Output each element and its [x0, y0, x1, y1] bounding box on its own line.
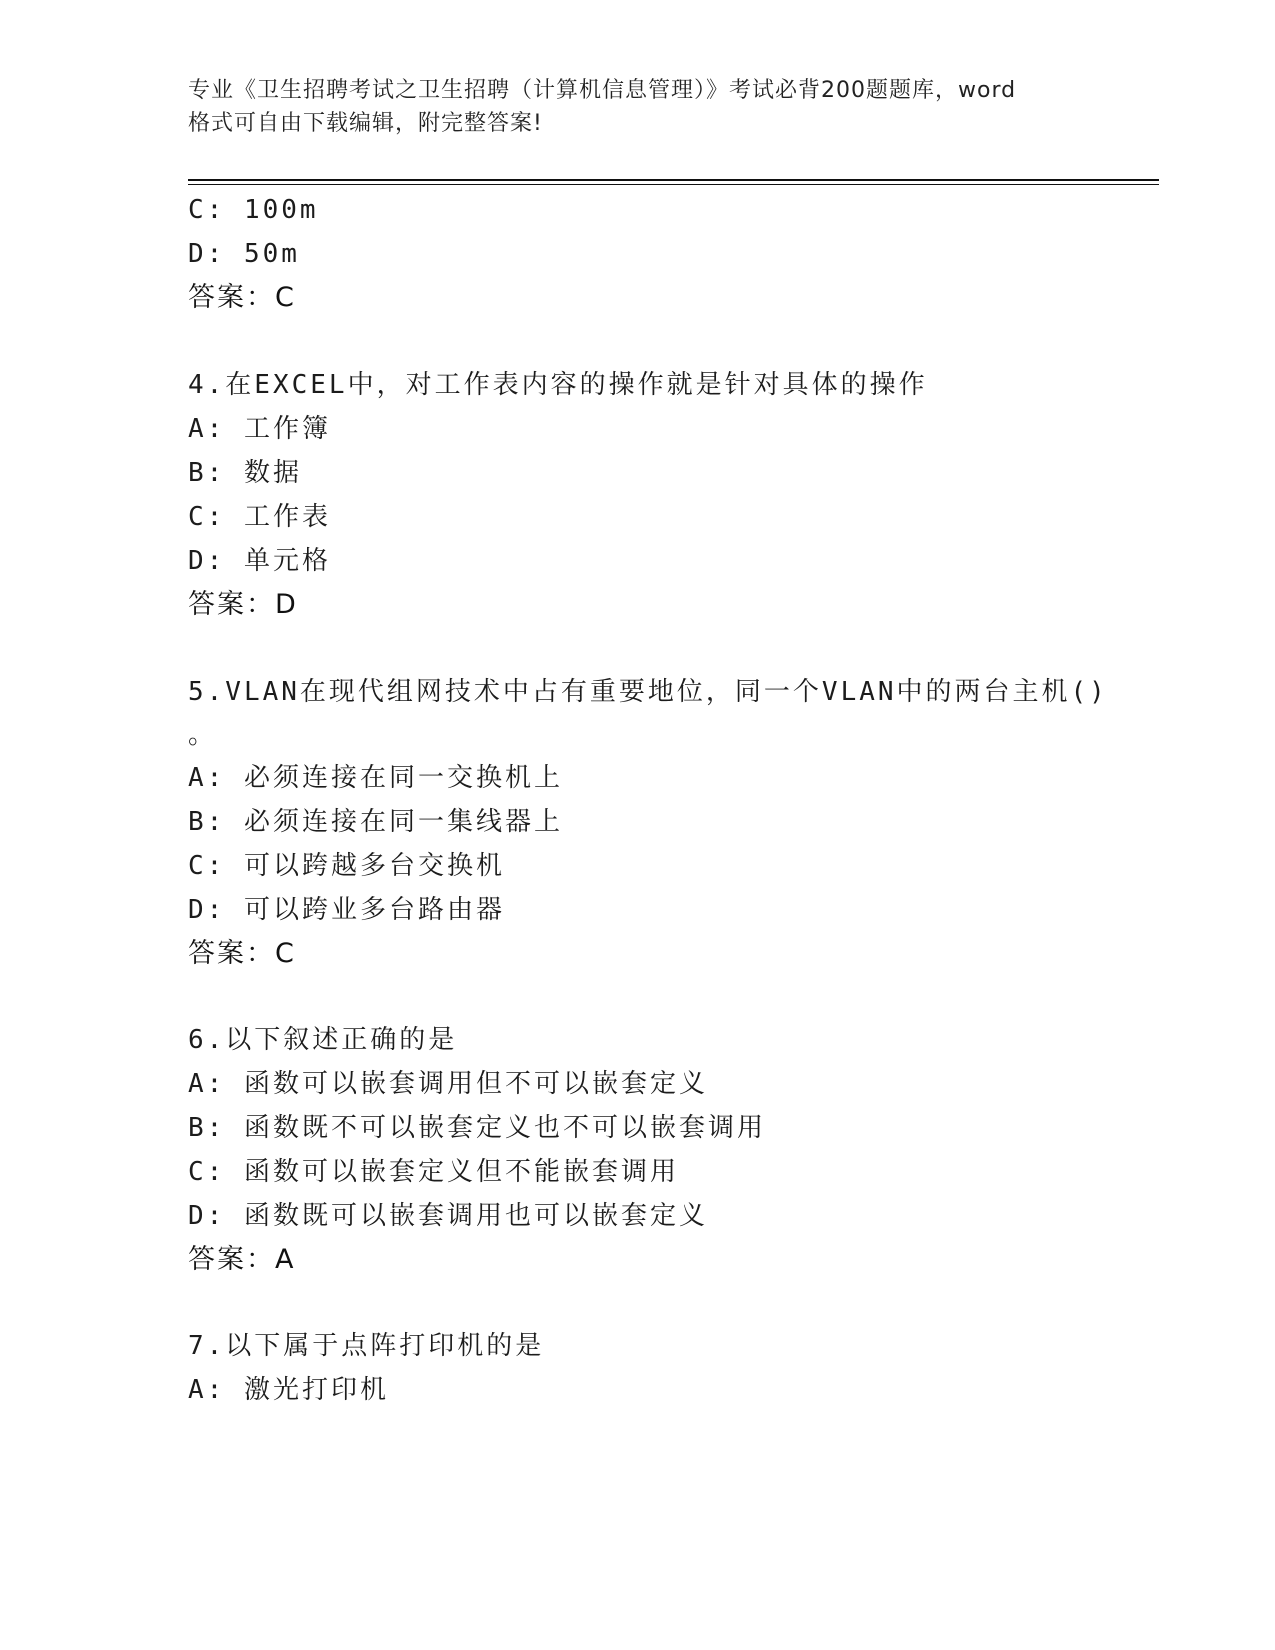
q6-option-b: B: 函数既不可以嵌套定义也不可以嵌套调用	[188, 1113, 766, 1143]
q5-option-a: A: 必须连接在同一交换机上	[188, 763, 563, 793]
q4-stem: 4.在EXCEL中，对工作表内容的操作就是针对具体的操作	[188, 370, 928, 400]
q4-option-d: D: 单元格	[188, 546, 331, 576]
prev-option-d: D: 50m	[188, 239, 300, 269]
q5-stem-line-2: 。	[188, 720, 218, 750]
q6-option-c: C: 函数可以嵌套定义但不能嵌套调用	[188, 1157, 679, 1187]
q5-answer: 答案：C	[188, 938, 296, 969]
q6-option-d: D: 函数既可以嵌套调用也可以嵌套定义	[188, 1201, 708, 1231]
q7-option-a: A: 激光打印机	[188, 1375, 389, 1405]
document-header	[188, 74, 1088, 140]
header-divider-thick	[188, 179, 1159, 181]
header-line-2: 格式可自由下载编辑，附完整答案!	[188, 111, 543, 136]
q4-answer: 答案：D	[188, 589, 298, 620]
q5-option-c: C: 可以跨越多台交换机	[188, 851, 505, 881]
q7-stem: 7.以下属于点阵打印机的是	[188, 1331, 545, 1361]
q6-stem: 6.以下叙述正确的是	[188, 1025, 458, 1055]
prev-option-c: C: 100m	[188, 195, 319, 225]
q4-option-b: B: 数据	[188, 458, 302, 488]
q5-option-b: B: 必须连接在同一集线器上	[188, 807, 563, 837]
q4-option-a: A: 工作簿	[188, 414, 331, 444]
header-divider-thin	[188, 184, 1159, 185]
q5-stem-line-1: 5.VLAN在现代组网技术中占有重要地位，同一个VLAN中的两台主机()	[188, 677, 1108, 707]
q4-option-c: C: 工作表	[188, 502, 331, 532]
header-line-1: 专业《卫生招聘考试之卫生招聘（计算机信息管理）》考试必背200题题库，word	[188, 78, 1017, 103]
prev-answer: 答案：C	[188, 282, 296, 313]
q5-option-d: D: 可以跨业多台路由器	[188, 895, 505, 925]
q6-option-a: A: 函数可以嵌套调用但不可以嵌套定义	[188, 1069, 708, 1099]
q6-answer: 答案：A	[188, 1244, 296, 1275]
